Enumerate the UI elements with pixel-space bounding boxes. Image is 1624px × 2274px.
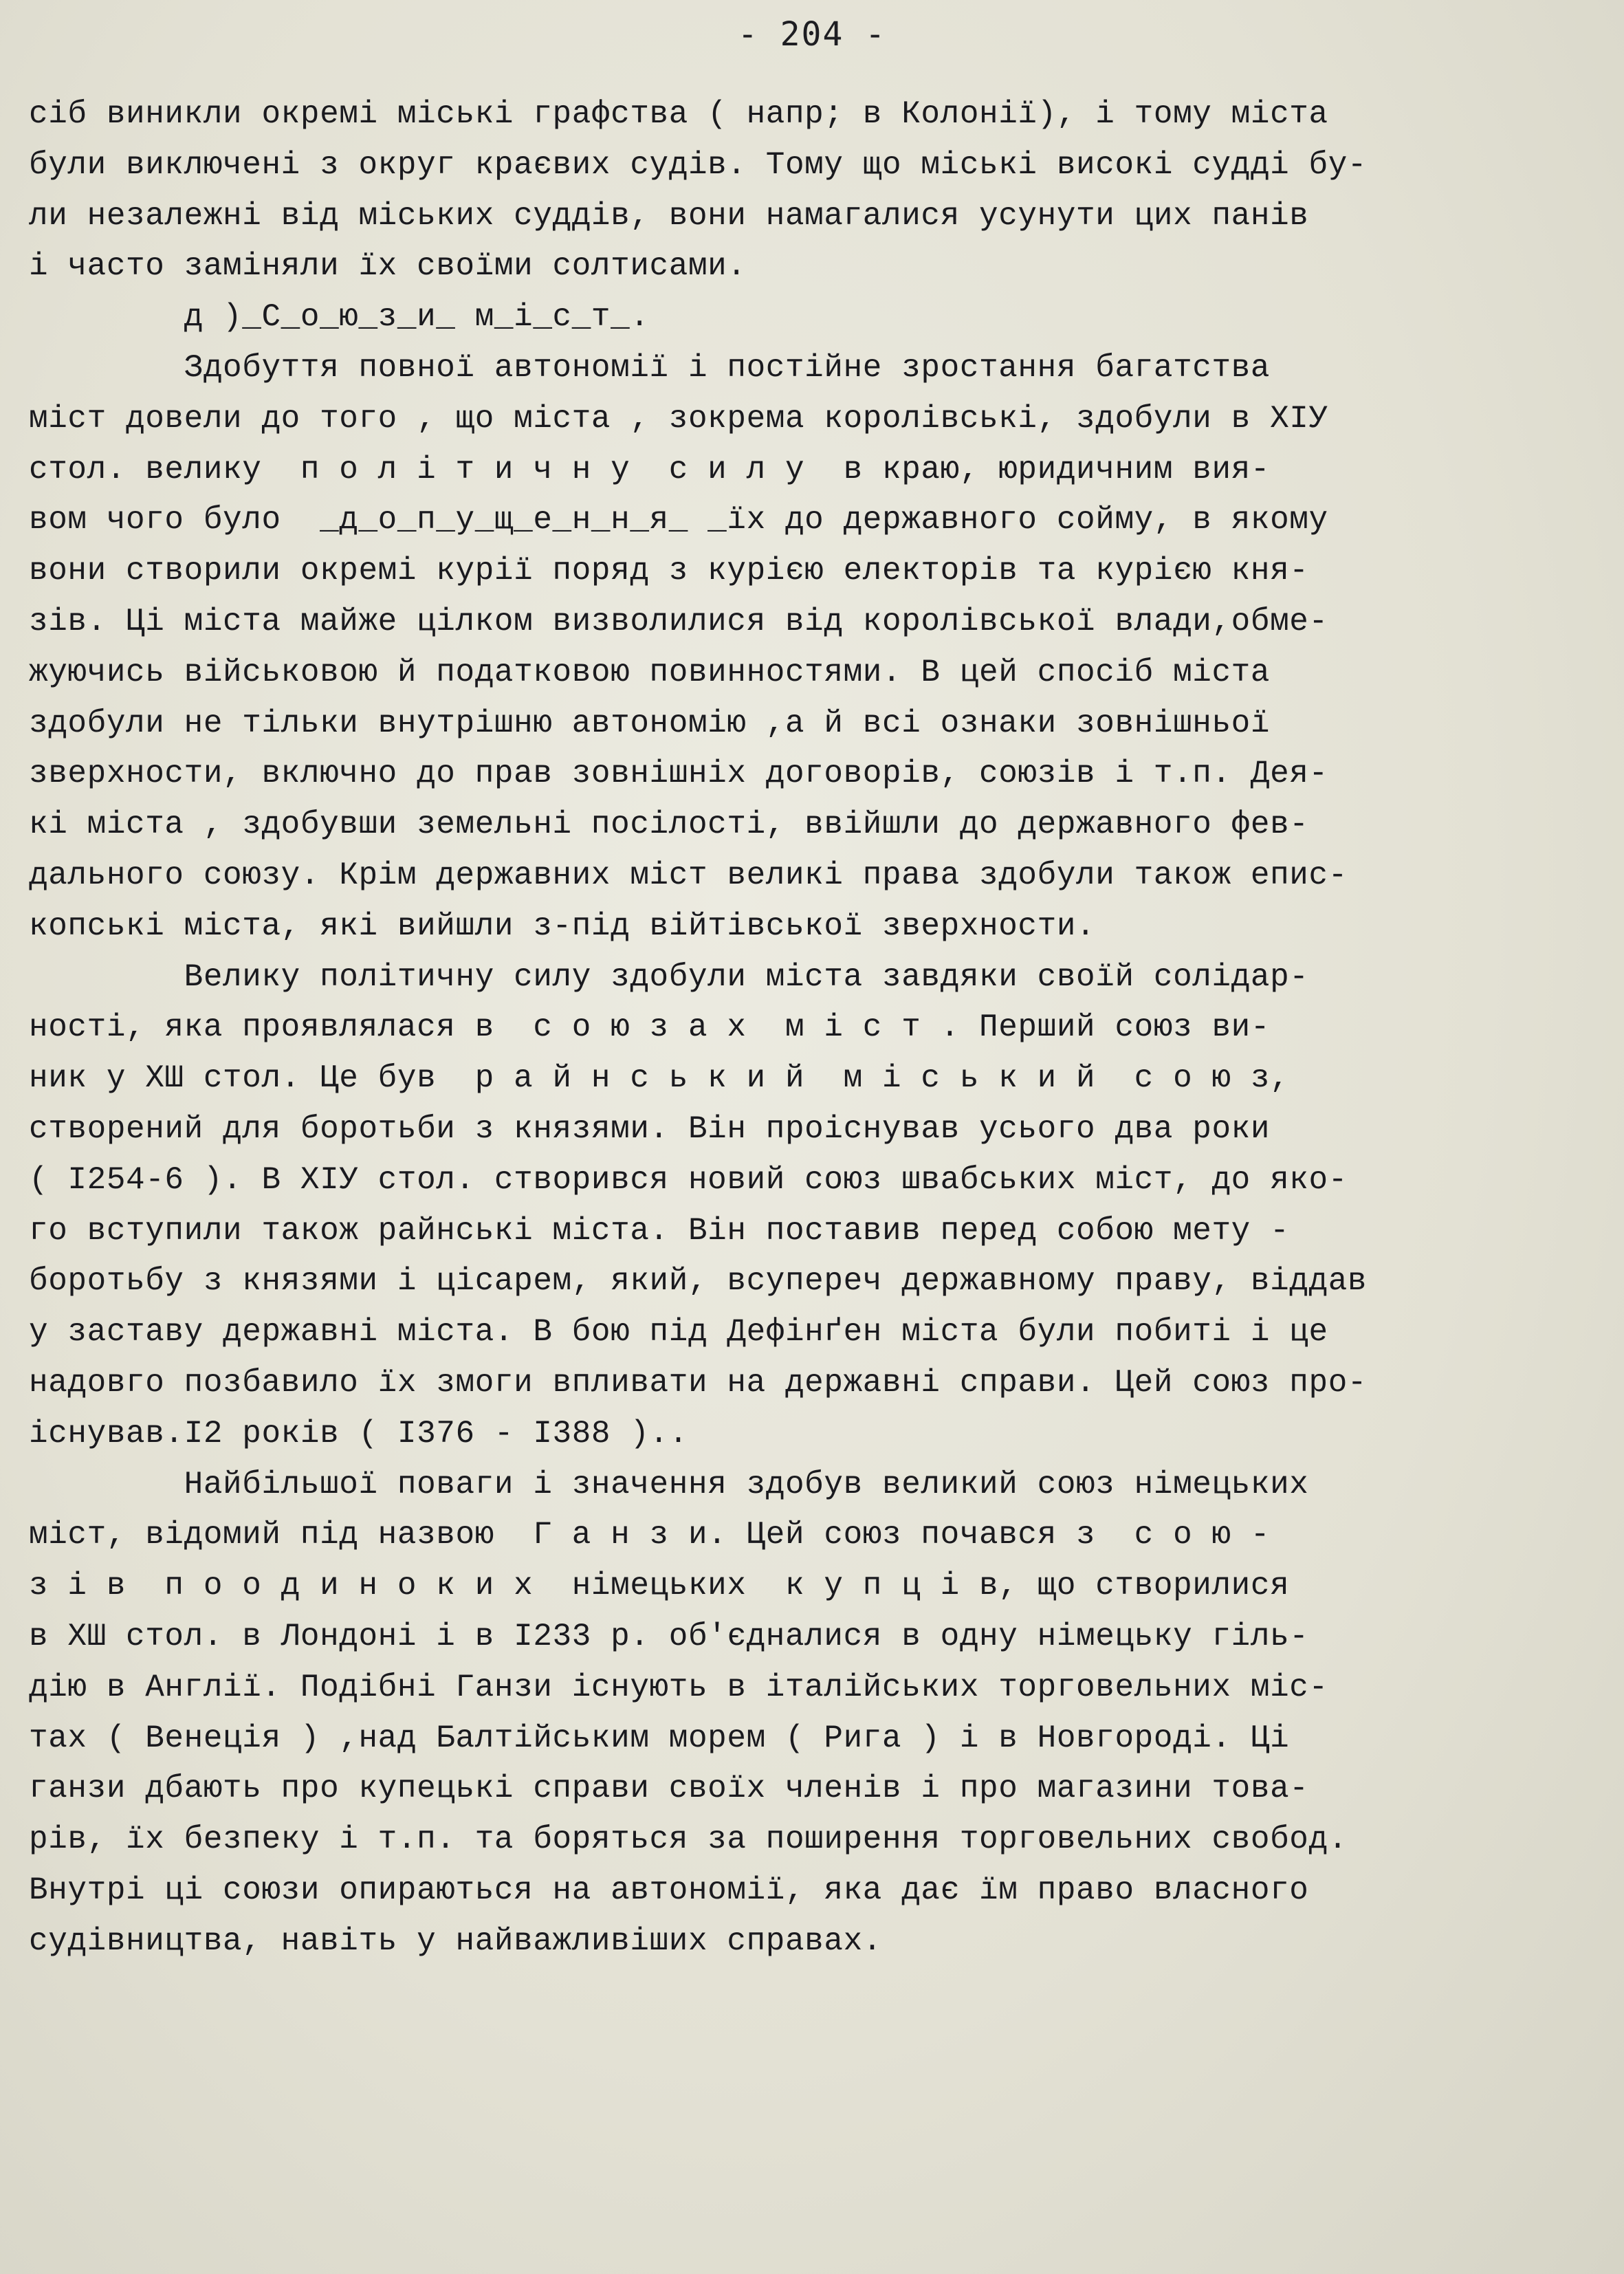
blank-page-area (0, 2063, 1624, 2274)
text-line: копські міста, які вийшли з-під війтівської зверхности. (29, 908, 1096, 944)
text-line: ли незалежні від міських суддів, вони намагалися усунути цих панів (29, 197, 1309, 234)
text-line: і часто заміняли їх своїми солтисами. (29, 248, 747, 285)
text-line: тах ( Венеція ) ,над Балтійським морем ( Рига ) і в Новгороді. Ці (29, 1720, 1290, 1756)
text-line: Велику політичну силу здобули міста завдяки своїй солідар- (29, 959, 1309, 995)
text-line: судівництва, навіть у найважливіших справах. (29, 1923, 882, 1959)
text-line: стол. велику п о л і т и ч н у с и л у в краю, юридичним вия- (29, 451, 1271, 488)
text-line: в ХШ стол. в Лондоні і в I233 р. об'єдналися в одну німецьку гіль- (29, 1618, 1309, 1654)
text-line: рів, їх безпеку і т.п. та боряться за поширення торговельних свобод. (29, 1822, 1348, 1858)
text-line: ності, яка проявлялася в с о ю з а х м і с т . Перший союз ви- (29, 1009, 1271, 1046)
text-line: вом чого було _д_о_п_у_щ_е_н_н_я_ _їх до державного сойму, в якому (29, 502, 1328, 538)
text-line: у заставу державні міста. В бою під Дефінґен міста були побиті і це (29, 1314, 1328, 1351)
text-line: Здобуття повної автономії і постійне зростання багатства (29, 349, 1271, 386)
text-line: існував.I2 років ( I376 - I388 ).. (29, 1415, 688, 1452)
text-line: Найбільшої поваги і значення здобув великий союз німецьких (29, 1466, 1309, 1502)
document-body (29, 89, 1596, 1967)
text-line: вони створили окремі курії поряд з курією електорів та курією кня- (29, 553, 1309, 589)
text-line: зверхности, включно до прав зовнішніх договорів, союзів і т.п. Дея- (29, 756, 1328, 792)
text-line: ганзи дбають про купецькі справи своїх членів і про магазини това- (29, 1771, 1309, 1807)
text-line: сіб виникли окремі міські графства ( напр; в Колонії), і тому міста (29, 96, 1328, 132)
text-line: жуючись військовою й податковою повинностями. В цей спосіб міста (29, 654, 1271, 690)
text-line: Внутрі ці союзи опираються на автономії, яка дає їм право власного (29, 1872, 1309, 1908)
text-line: створений для боротьби з князями. Він проіснував усього два роки (29, 1111, 1271, 1147)
text-line: були виключені з округ краєвих судів. Тому що міські високі судді бу- (29, 146, 1368, 183)
text-line: з і в п о о д и н о к и х німецьких к у п ц і в, що створилися (29, 1568, 1290, 1604)
text-line: надовго позбавило їх змоги впливати на державні справи. Цей союз про- (29, 1364, 1368, 1401)
text-line: го вступили також райнські міста. Він поставив перед собою мету - (29, 1212, 1290, 1249)
page-number: - 204 - (737, 15, 887, 54)
section-heading: д )_С_о_ю_з_и_ м_і_с_т_. (29, 299, 650, 336)
text-line: боротьбу з князями і цісарем, який, всупереч державному праву, віддав (29, 1263, 1368, 1300)
text-line: здобули не тільки внутрішню автономію ,а й всі ознаки зовнішньої (29, 705, 1271, 741)
text-line: міст довели до того , що міста , зокрема королівські, здобули в XIУ (29, 400, 1328, 437)
text-line: зів. Ці міста майже цілком визволилися від королівської влади,обме- (29, 603, 1328, 639)
text-line: дального союзу. Крім державних міст великі права здобули також епис- (29, 857, 1348, 893)
text-line: ник у ХШ стол. Це був р а й н с ь к и й м і с ь к и й с о ю з, (29, 1060, 1290, 1097)
text-line: кі міста , здобувши земельні посілості, ввійшли до державного фев- (29, 807, 1309, 843)
text-line: ( I254-6 ). В XIУ стол. створився новий союз швабських міст, до яко- (29, 1161, 1348, 1198)
text-line: дію в Англії. Подібні Ганзи існують в італійських торговельних міс- (29, 1669, 1328, 1705)
text-line: міст, відомий під назвою Г а н з и. Цей союз почався з с о ю - (29, 1517, 1271, 1553)
